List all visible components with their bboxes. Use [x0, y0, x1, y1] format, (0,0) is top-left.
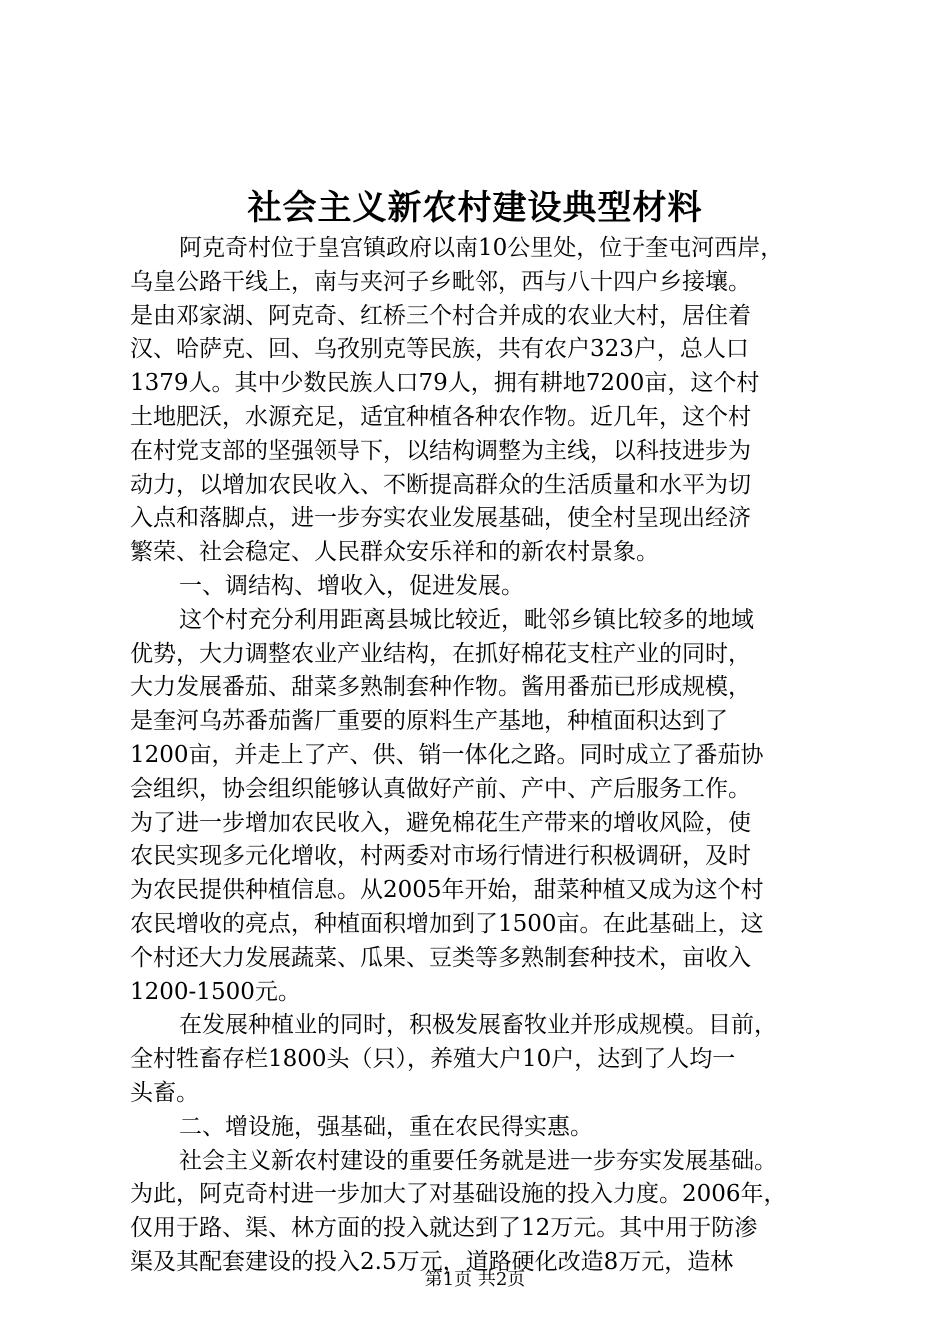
text-line: 优势，大力调整农业产业结构，在抓好棉花支柱产业的同时， [130, 640, 751, 667]
text-line: 入点和落脚点，进一步夯实农业发展基础，使全村呈现出经济 [130, 505, 751, 532]
text-line: 繁荣、社会稳定、人民群众安乐祥和的新农村景象。 [130, 539, 659, 566]
document-title: 社会主义新农村建设典型材料 [247, 188, 703, 228]
document-body [130, 232, 842, 1280]
text-line: 乌皇公路干线上，南与夹河子乡毗邻，西与八十四户乡接壤。 [130, 268, 751, 295]
text-line: 这个村充分利用距离县城比较近，毗邻乡镇比较多的地域 [179, 606, 754, 633]
text-line: 农民实现多元化增收，村两委对市场行情进行积极调研，及时 [130, 843, 751, 870]
text-line: 头畜。 [130, 1079, 199, 1106]
text-line: 社会主义新农村建设的重要任务就是进一步夯实发展基础。 [179, 1147, 777, 1174]
text-line: 1200-1500元。 [130, 978, 301, 1005]
text-line: 在发展种植业的同时，积极发展畜牧业并形成规模。目前， [179, 1012, 777, 1039]
text-line: 为了进一步增加农民收入，避免棉花生产带来的增收风险，使 [130, 809, 751, 836]
text-line: 大力发展番茄、甜菜多熟制套种作物。酱用番茄已形成规模， [130, 674, 751, 701]
text-line: 农民增收的亮点，种植面积增加到了1500亩。在此基础上，这 [130, 910, 764, 937]
page-footer: 第1页 共2页 [424, 1269, 526, 1290]
text-line: 为农民提供种植信息。从2005年开始，甜菜种植又成为这个村 [130, 877, 764, 904]
text-line: 全村牲畜存栏1800头（只），养殖大户10户，达到了人均一 [130, 1046, 736, 1073]
text-line: 土地肥沃，水源充足，适宜种植各种农作物。近几年，这个村 [130, 403, 751, 430]
text-line: 是由邓家湖、阿克奇、红桥三个村合并成的农业大村，居住着 [130, 302, 751, 329]
text-line: 为此，阿克奇村进一步加大了对基础设施的投入力度。2006年， [130, 1181, 787, 1208]
text-line: 会组织，协会组织能够认真做好产前、产中、产后服务工作。 [130, 775, 751, 802]
text-line: 一、调结构、增收入，促进发展。 [179, 572, 524, 599]
text-line: 二、增设施，强基础，重在农民得实惠。 [179, 1113, 593, 1140]
text-line: 在村党支部的坚强领导下，以结构调整为主线，以科技进步为 [130, 437, 751, 464]
text-line: 是奎河乌苏番茄酱厂重要的原料生产基地，种植面积达到了 [130, 708, 728, 735]
text-line: 渠及其配套建设的投入2.5万元，道路硬化改造8万元，造林 [130, 1248, 734, 1275]
text-line: 1200亩，并走上了产、供、销一体化之路。同时成立了番茄协 [130, 741, 764, 768]
text-line: 1379人。其中少数民族人口79人，拥有耕地7200亩，这个村 [130, 370, 760, 397]
text-line: 个村还大力发展蔬菜、瓜果、豆类等多熟制套种技术，亩收入 [130, 944, 751, 971]
text-line: 汉、哈萨克、回、乌孜别克等民族，共有农户323户，总人口 [130, 336, 749, 363]
text-line: 仅用于路、渠、林方面的投入就达到了12万元。其中用于防渗 [130, 1215, 758, 1242]
text-line: 阿克奇村位于皇宫镇政府以南10公里处，位于奎屯河西岸， [179, 235, 784, 261]
text-line: 动力，以增加农民收入、不断提高群众的生活质量和水平为切 [130, 471, 751, 498]
